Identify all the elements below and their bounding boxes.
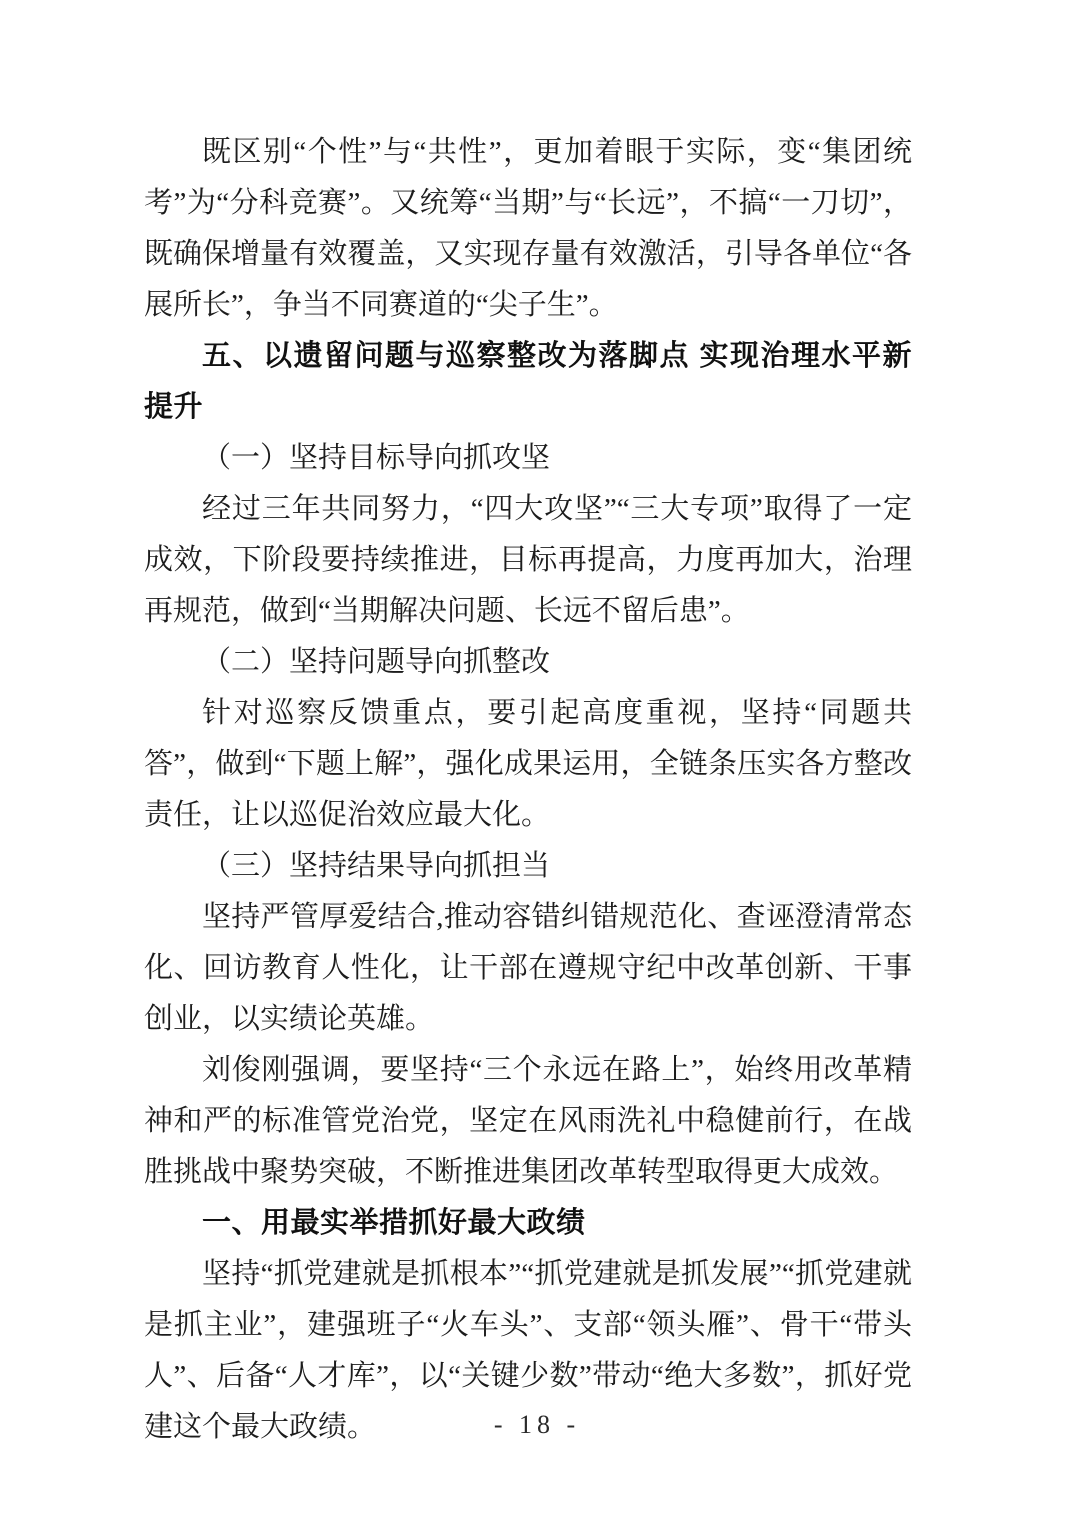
paragraph-liu-jungang-emphasis: 刘俊刚强调，要坚持“三个永远在路上”，始终用改革精神和严的标准管党治党，坚定在风雨洗礼中稳健前行，在战胜挑战中聚势突破，不断推进集团改革转型取得更大成效。 [144,1054,912,1188]
paragraph-strict-management: 坚持严管厚爱结合,推动容错纠错规范化、查诬澄清常态化、回访教育人性化，让干部在遵规守纪中改革创新、干事创业，以实绩论英雄。 [144,901,912,1035]
document-body [144,127,912,1453]
paragraph-inspection-feedback: 针对巡察反馈重点，要引起高度重视，坚持“同题共答”，做到“下题上解”，强化成果运用，全链条压实各方整改责任，让以巡促治效应最大化。 [144,697,912,831]
paragraph-three-year-efforts: 经过三年共同努力，“四大攻坚”“三大专项”取得了一定成效，下阶段要持续推进，目标再提高，力度再加大，治理再规范，做到“当期解决问题、长远不留后患”。 [144,493,912,627]
section-heading-1-party-building: 一、用最实举措抓好最大政绩 [202,1207,586,1239]
paragraph-party-building-priority: 坚持“抓党建就是抓根本”“抓党建就是抓发展”“抓党建就是抓主业”，建强班子“火车头”、支部“领头雁”、骨干“带头人”、后备“人才库”，以“关键少数”带动“绝大多数”，抓好党建这个最大政绩。 [144,1258,912,1443]
section-heading-5-governance-improvement: 五、以遗留问题与巡察整改为落脚点 实现治理水平新提升 [144,340,912,423]
page-number: - 18 - [493,1410,581,1439]
subsection-heading-3-result-oriented: （三）坚持结果导向抓担当 [202,850,551,882]
paragraph-classification-strategy: 既区别“个性”与“共性”，更加着眼于实际，变“集团统考”为“分科竞赛”。又统筹“当期”与“长远”，不搞“一刀切”，既确保增量有效覆盖，又实现存量有效激活，引导各单位“各展所长”，争当不同赛道的“尖子生”。 [144,136,912,321]
subsection-heading-1-goal-oriented: （一）坚持目标导向抓攻坚 [202,442,551,474]
subsection-heading-2-problem-oriented: （二）坚持问题导向抓整改 [202,646,551,678]
